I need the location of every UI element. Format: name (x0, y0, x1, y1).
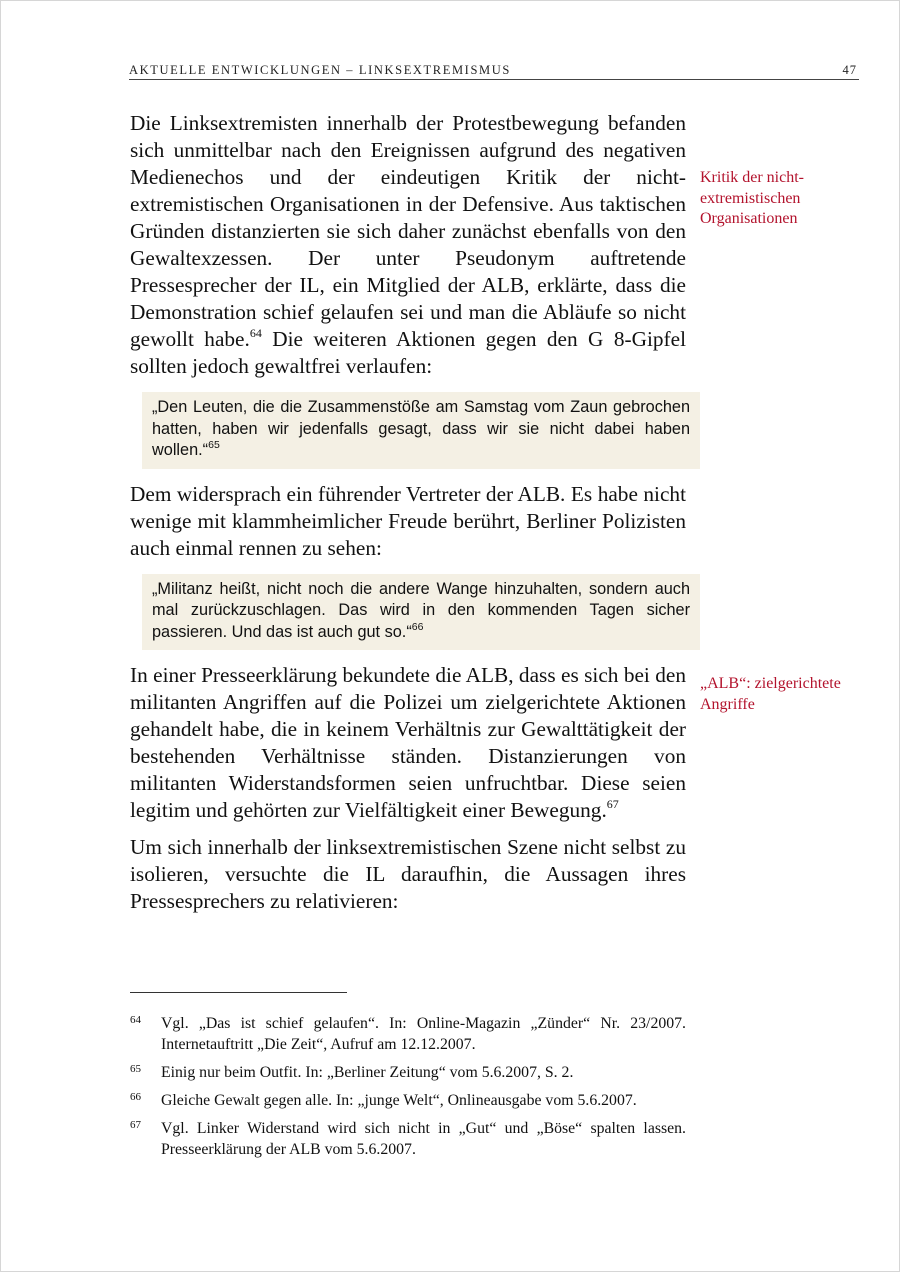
margin-note-criticism: Kritik der nicht-extremistischen Organisationen (700, 169, 804, 227)
paragraph-1-text: Die Linksextremisten innerhalb der Protestbewegung befanden sich unmittelbar nach den Ereignissen aufgrund des negativen Medienechos und der eindeutigen Kritik der nichtextremistischen Organisationen in der Defensive. Aus taktischen Gründen distanzierten sie sich daher zunächst ebenfalls von den Gewaltexzessen. Der unter Pseudonym auftretende Pressesprecher der IL, ein Mitglied der ALB, erklärte, dass die Demonstration schief gelaufen sei und man die Abläufe so nicht gewollt habe. (130, 111, 686, 351)
paragraph-4: Um sich innerhalb der linksextremistischen Szene nicht selbst zu isolieren, versuchte die IL daraufhin, die Aussagen ihres Pressesprechers zu relativieren: (130, 835, 686, 913)
footnotes (130, 1013, 686, 1167)
paragraph-2: Dem widersprach ein führender Vertreter der ALB. Es habe nicht wenige mit klammheimlicher Freude berührt, Berliner Polizisten auch einmal rennen zu sehen: (130, 481, 686, 560)
footnote-ref-67[interactable]: 67 (606, 797, 619, 811)
running-header (129, 63, 859, 80)
footnote-divider (130, 992, 347, 993)
footnote-number: 64 (130, 1014, 141, 1026)
footnote-text: Vgl. „Das ist schief gelaufen“. In: Online-Magazin „Zünder“ Nr. 23/2007. Internetauftritt „Die Zeit“, Aufruf am 12.12.2007. (161, 1015, 686, 1053)
paragraph-1 (130, 110, 686, 380)
footnote-number: 67 (130, 1119, 141, 1131)
footnote-ref-65[interactable]: 65 (208, 439, 220, 451)
paragraph-3-text: In einer Presseerklärung bekundete die ALB, dass es sich bei den militanten Angriffen auf die Polizei um zielgerichtete Aktionen gehandelt habe, die in keinem Verhältnis zur Gewalttätigkeit der bestehenden Verhältnisse ständen. Distanzierungen von militanten Widerstandsformen seien unfruchtbar. Diese seien legitim und gehörten zur Vielfältigkeit einer Bewegung. (130, 663, 686, 822)
footnote-number: 65 (130, 1063, 141, 1075)
footnote (130, 1013, 686, 1055)
quote-1-text: „Den Leuten, die die Zusammenstöße am Samstag vom Zaun gebrochen hatten, haben wir jedenfalls gesagt, dass wir sie nicht dabei haben wollen.“ (152, 398, 690, 459)
footnote-ref-66[interactable]: 66 (411, 620, 424, 633)
paragraph-1-tail: Die weiteren Aktionen gegen den G 8-Gipfel sollten jedoch gewaltfrei verlaufen: (130, 327, 687, 378)
margin-note-alb-attacks: „ALB“: zielgerichtete Angriffe (700, 675, 841, 713)
footnote-text: Vgl. Linker Widerstand wird sich nicht in „Gut“ und „Böse“ spalten lassen. Presseerklärung der ALB vom 5.6.2007. (161, 1120, 686, 1158)
footnote (130, 1062, 686, 1083)
paragraph-3 (130, 662, 686, 824)
footnote-text: Gleiche Gewalt gegen alle. In: „junge Welt“, Onlineausgabe vom 5.6.2007. (161, 1092, 637, 1109)
header-title: AKTUELLE ENTWICKLUNGEN – LINKSEXTREMISMUS (129, 63, 511, 77)
footnote (130, 1090, 686, 1111)
quote-2-text: „Militanz heißt, nicht noch die andere Wange hinzuhalten, sondern auch mal zurückzuschlagen. Das wird in den kommenden Tagen sicher passieren. Und das ist auch gut so.“ (152, 579, 690, 641)
footnote-text: Einig nur beim Outfit. In: „Berliner Zeitung“ vom 5.6.2007, S. 2. (161, 1064, 574, 1081)
main-text (130, 110, 690, 925)
page-number: 47 (842, 63, 857, 77)
block-quote-1 (142, 392, 700, 469)
footnote (130, 1118, 686, 1160)
footnote-number: 66 (130, 1091, 141, 1103)
footnote-ref-64[interactable]: 64 (249, 326, 262, 340)
block-quote-2 (142, 574, 700, 651)
